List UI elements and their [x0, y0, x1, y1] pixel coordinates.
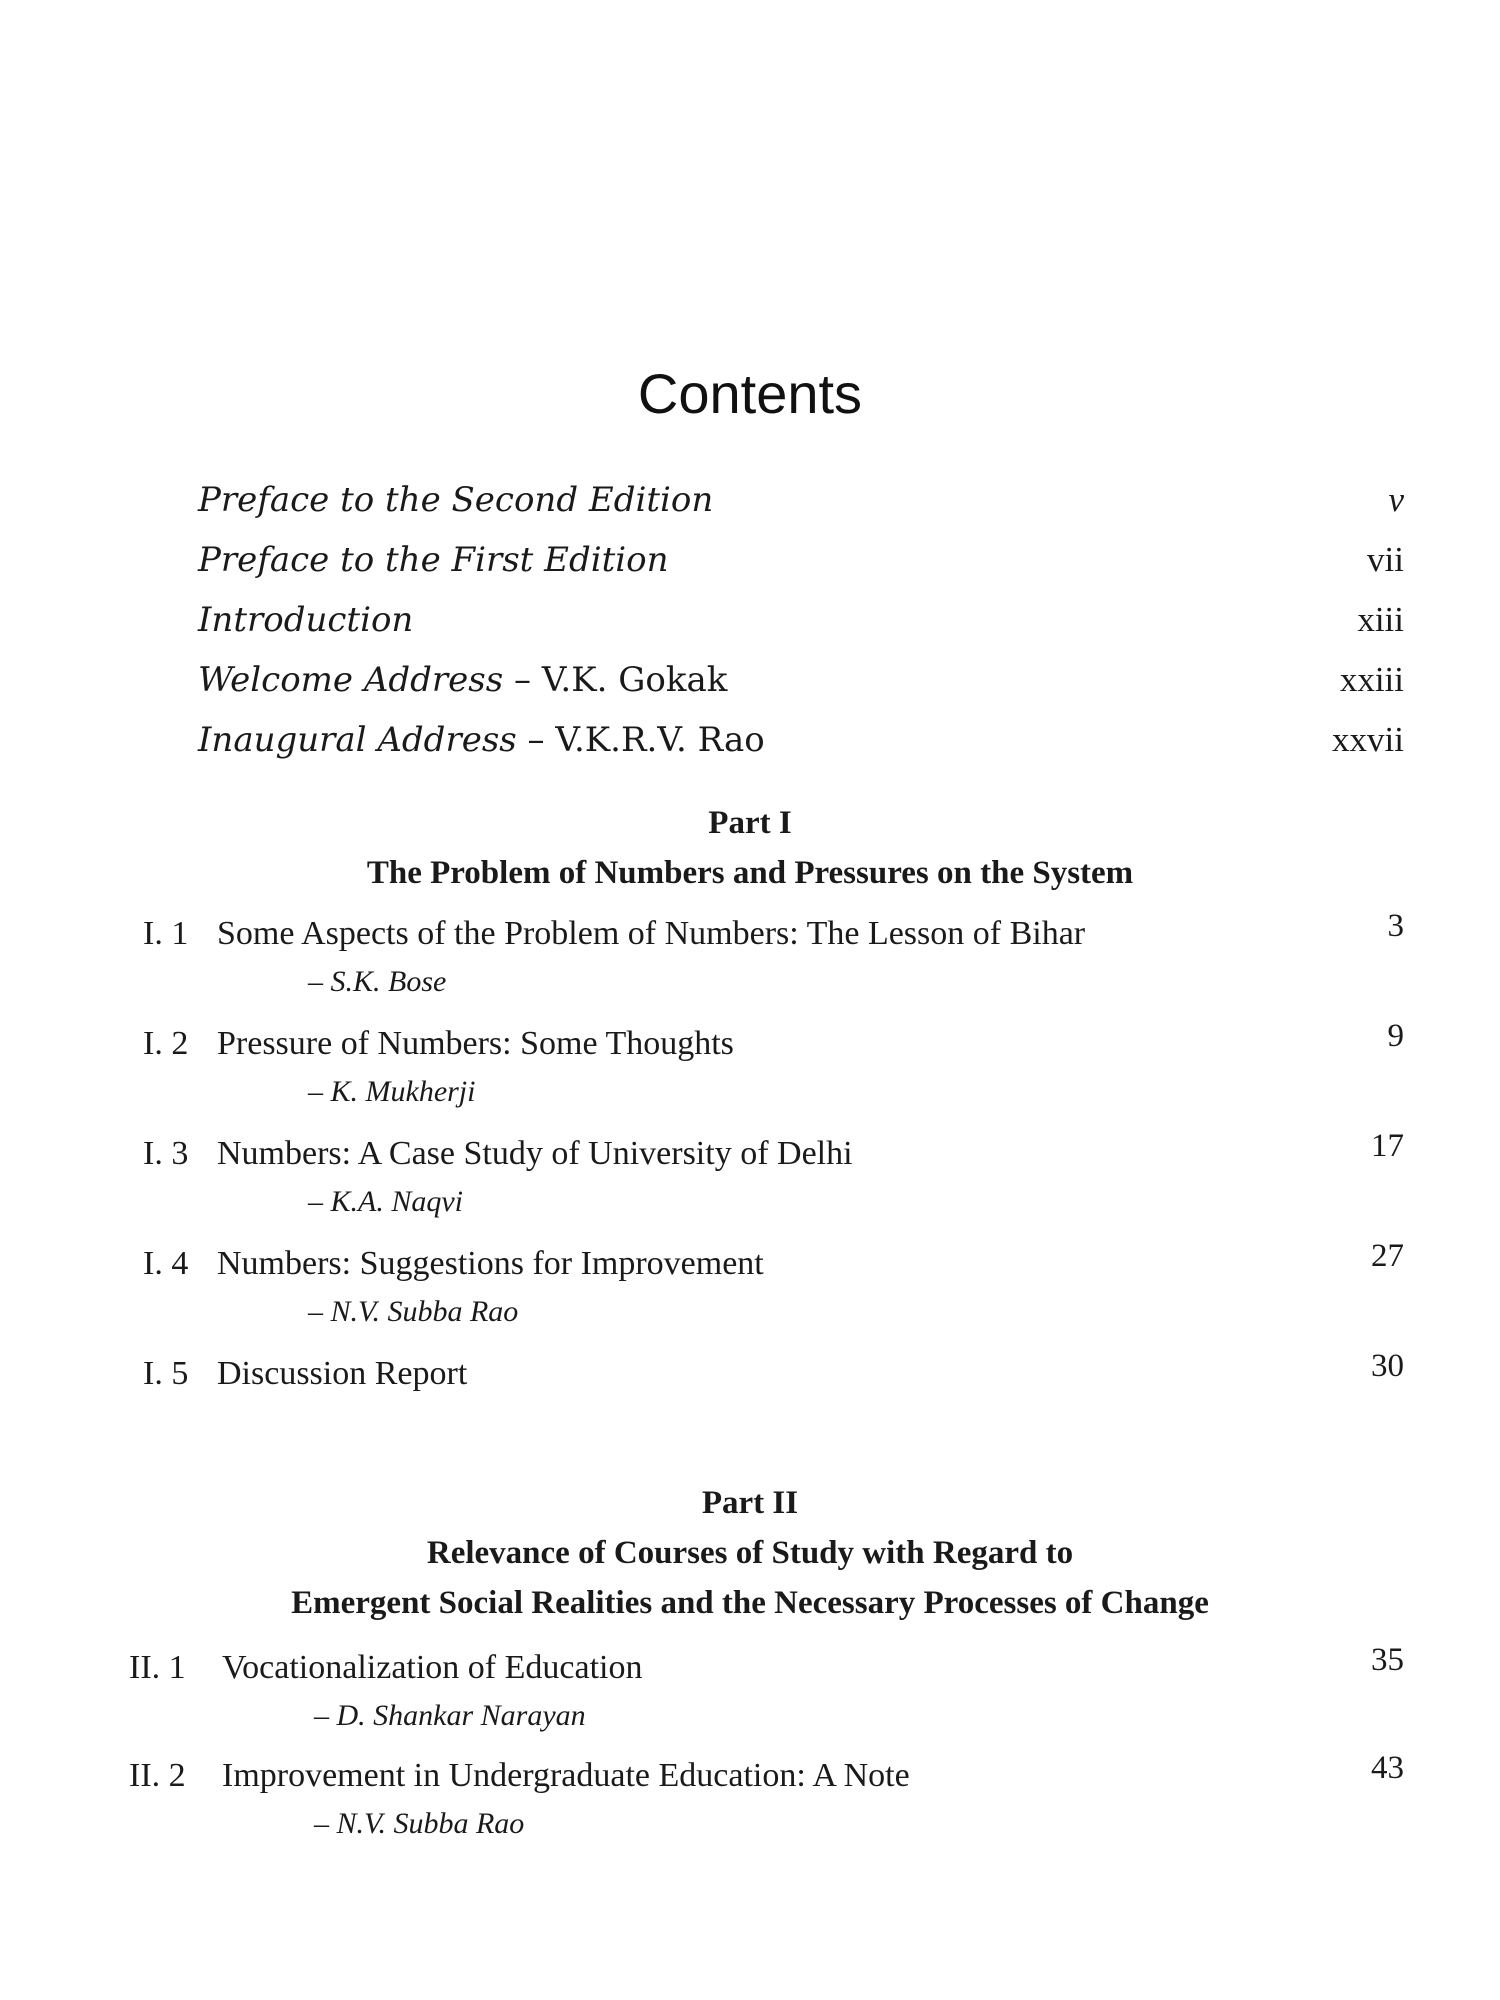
front-matter-item[interactable]	[198, 650, 1404, 710]
part-title-line: The Problem of Numbers and Pressures on the System	[366, 855, 1134, 891]
entry-number: I. 2	[143, 1025, 189, 1062]
item-title: Inaugural Address	[198, 720, 517, 760]
item-title: Preface to the First Edition	[198, 540, 669, 580]
entry-author: – K. Mukherji	[308, 1075, 476, 1108]
front-matter-item[interactable]	[198, 470, 1404, 530]
entry-title: Vocationalization of Education	[222, 1649, 643, 1686]
entry-title: Improvement in Undergraduate Education: A Note	[222, 1757, 910, 1794]
item-author: – V.K.R.V. Rao	[516, 720, 765, 760]
part-label: Part I	[708, 805, 792, 841]
part-heading	[0, 798, 1500, 898]
item-title: Introduction	[198, 600, 414, 640]
entry-page: 3	[1387, 908, 1404, 944]
entry-title: Numbers: Suggestions for Improvement	[217, 1245, 764, 1282]
entry-number: II. 2	[129, 1757, 186, 1794]
entry-page: 27	[1371, 1238, 1404, 1274]
entry-page: 9	[1387, 1018, 1404, 1054]
page-title: Contents	[637, 362, 863, 425]
item-author: – V.K. Gokak	[503, 660, 728, 700]
entry-author: – N.V. Subba Rao	[314, 1807, 525, 1840]
entry-number: I. 1	[143, 915, 189, 952]
entry-author: – S.K. Bose	[308, 965, 447, 998]
entry-number: II. 1	[129, 1649, 186, 1686]
item-page: vii	[1367, 540, 1404, 579]
entry-page: 30	[1371, 1348, 1404, 1384]
item-title: Preface to the Second Edition	[198, 480, 714, 520]
part-label: Part II	[701, 1485, 799, 1521]
front-matter-item[interactable]	[198, 710, 1404, 770]
entry-page: 43	[1371, 1750, 1404, 1786]
entry-page: 17	[1371, 1128, 1404, 1164]
item-page: v	[1388, 480, 1404, 519]
entry-title: Discussion Report	[217, 1355, 468, 1392]
entry-author: – N.V. Subba Rao	[308, 1295, 519, 1328]
part-heading	[0, 1478, 1500, 1628]
front-matter-item[interactable]	[198, 590, 1404, 650]
part-title-line: Emergent Social Realities and the Necessary Processes of Change	[291, 1585, 1209, 1621]
front-matter-list	[198, 470, 1404, 770]
item-title: Welcome Address	[198, 660, 504, 700]
part-title-line: Relevance of Courses of Study with Regard to	[426, 1535, 1074, 1571]
entry-number: I. 3	[143, 1135, 189, 1172]
entry-title: Some Aspects of the Problem of Numbers: The Lesson of Bihar	[217, 915, 1086, 952]
entry-page: 35	[1371, 1642, 1404, 1678]
entry-author: – K.A. Naqvi	[308, 1185, 463, 1218]
item-page: xxvii	[1332, 720, 1404, 759]
entry-number: I. 4	[143, 1245, 189, 1282]
entry-author: – D. Shankar Narayan	[314, 1699, 586, 1732]
entry-number: I. 5	[143, 1355, 189, 1392]
entry-title: Pressure of Numbers: Some Thoughts	[217, 1025, 734, 1062]
entry-title: Numbers: A Case Study of University of Delhi	[217, 1135, 853, 1172]
item-page: xiii	[1357, 600, 1404, 639]
item-page: xxiii	[1339, 660, 1404, 699]
front-matter-item[interactable]	[198, 530, 1404, 590]
